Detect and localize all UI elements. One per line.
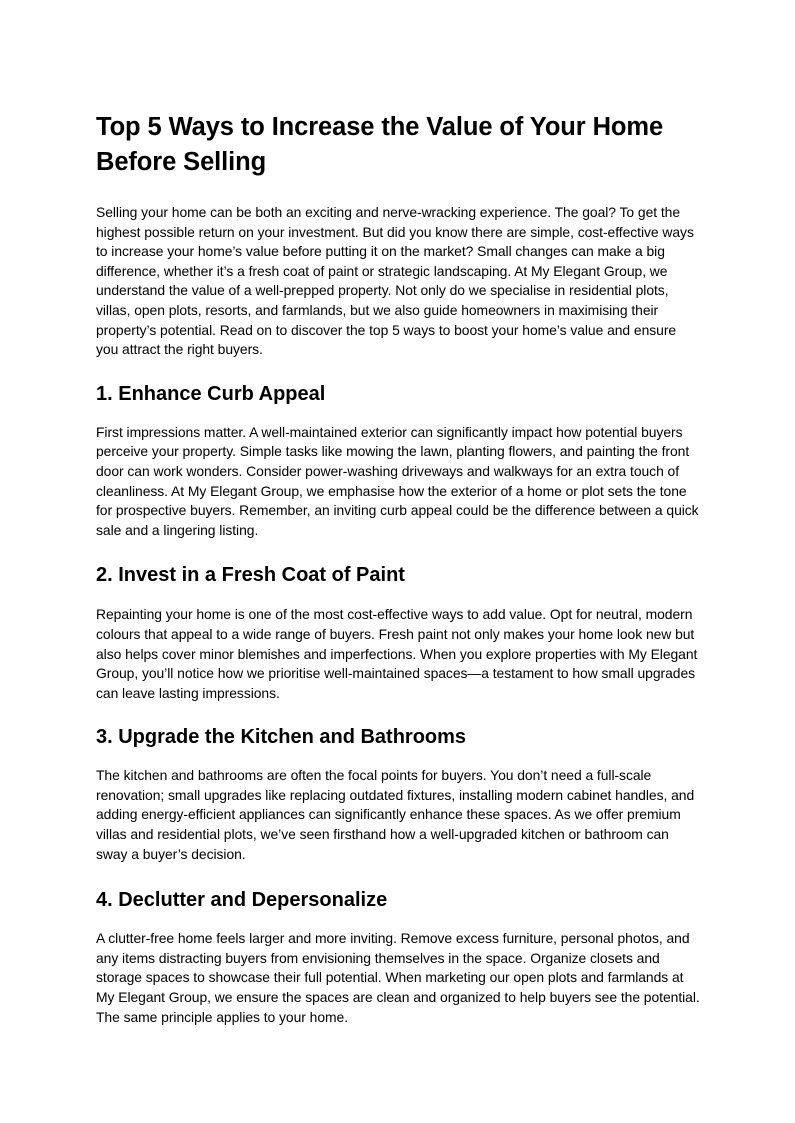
section-heading-curb-appeal: 1. Enhance Curb Appeal: [96, 382, 326, 405]
section-heading-paint: 2. Invest in a Fresh Coat of Paint: [96, 564, 405, 587]
section-heading-declutter: 4. Declutter and Depersonalize: [96, 889, 388, 912]
section-body-paint: Repainting your home is one of the most cost-effective ways to add value. Opt for neutral, modern colours that appeal to a wide range of buyers. Fresh paint not only makes your home look new but also helps cover minor blemishes and imperfections. When you explore properties with My Elegant Group, you’ll notice how we prioritise well-maintained spaces—a testament to how small upgrades can leave lasting impressions.: [96, 606, 698, 701]
intro-paragraph: Selling your home can be both an exciting and nerve-wracking experience. The goal? To get the highest possible return on your investment. But did you know there are simple, cost-effective ways to increase your home’s value before putting it on the market? Small changes can make a big difference, whether it’s a fresh coat of paint or strategic landscaping. At My Elegant Group, we understand the value of a well-prepped property. Not only do we specialise in residential plots, villas, open plots, resorts, and farmlands, but we also guide homeowners in maximising their property’s potential. Read on to discover the top 5 ways to boost your home’s value and ensure you attract the right buyers.: [96, 204, 694, 358]
document-page: [96, 110, 700, 1027]
section-body-declutter: A clutter-free home feels larger and more inviting. Remove excess furniture, personal photos, and any items distracting buyers from envisioning themselves in the space. Organize closets and storage spaces to showcase their full potential. When marketing our open plots and farmlands at My Elegant Group, we ensure the spaces are clean and organized to help buyers see the potential. The same principle applies to your home.: [96, 930, 700, 1025]
section-body-kitchen-bathrooms: The kitchen and bathrooms are often the focal points for buyers. You don’t need a full-scale renovation; small upgrades like replacing outdated fixtures, installing modern cabinet handles, and adding energy-efficient appliances can significantly enhance these spaces. As we offer premium villas and residential plots, we’ve seen firsthand how a well-upgraded kitchen or bathroom can sway a buyer’s decision.: [96, 767, 695, 862]
page-title: Top 5 Ways to Increase the Value of Your Home Before Selling: [96, 113, 664, 176]
section-body-curb-appeal: First impressions matter. A well-maintained exterior can significantly impact how potential buyers perceive your property. Simple tasks like mowing the lawn, planting flowers, and painting the front door can work wonders. Consider power-washing driveways and walkways for an extra touch of cleanliness. At My Elegant Group, we emphasise how the exterior of a home or plot sets the tone for prospective buyers. Remember, an inviting curb appeal could be the difference between a quick sale and a lingering listing.: [96, 423, 699, 538]
section-heading-kitchen-bathrooms: 3. Upgrade the Kitchen and Bathrooms: [96, 726, 467, 749]
